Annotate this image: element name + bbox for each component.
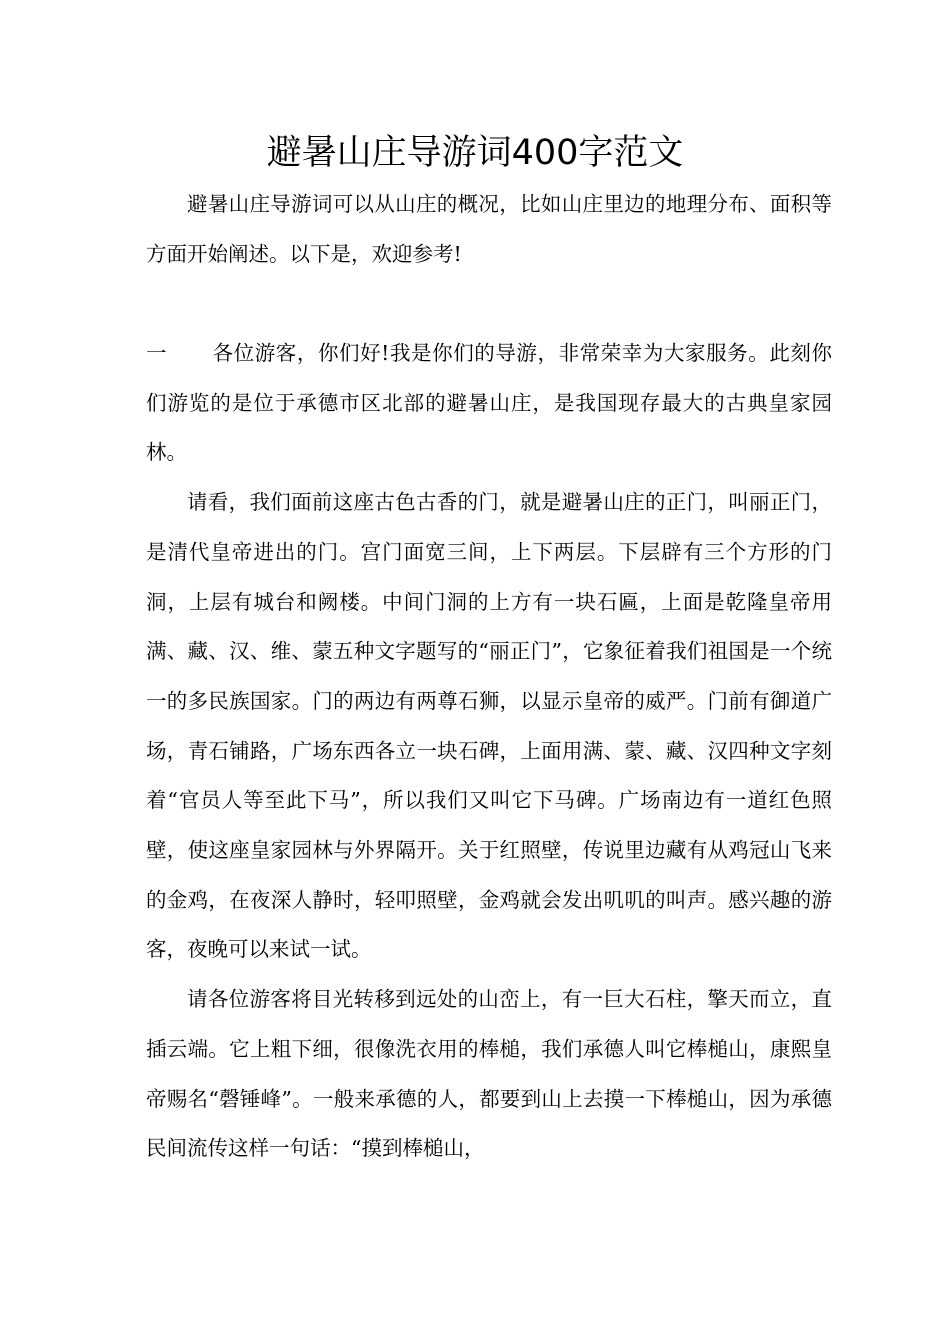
intro-paragraph: 避暑山庄导游词可以从山庄的概况，比如山庄里边的地理分布、面积等方面开始阐述。以下是，欢迎参考! [146, 192, 832, 266]
paragraph-1 [146, 329, 832, 478]
main-body [146, 329, 832, 1174]
section-marker: 一 [146, 341, 167, 365]
paragraph-1-text: 各位游客，你们好!我是你们的导游，非常荣幸为大家服务。此刻你们游览的是位于承德市区北部的避暑山庄，是我国现存最大的古典皇家园林。 [146, 341, 832, 465]
intro-block [146, 180, 832, 279]
paragraph-3: 请各位游客将目光转移到远处的山峦上，有一巨大石柱，擎天而立，直插云端。它上粗下细，很像洗衣用的棒槌，我们承德人叫它棒槌山，康熙皇帝赐名“磬锤峰”。一般来承德的人，都要到山上去摸一下棒槌山，因为承德民间流传这样一句话：“摸到棒槌山， [146, 987, 832, 1161]
paragraph-2: 请看，我们面前这座古色古香的门，就是避暑山庄的正门，叫丽正门，是清代皇帝进出的门。宫门面宽三间，上下两层。下层辟有三个方形的门洞，上层有城台和阙楼。中间门洞的上方有一块石匾，上面是乾隆皇帝用满、藏、汉、维、蒙五种文字题写的“丽正门”，它象征着我们祖国是一个统一的多民族国家。门的两边有两尊石狮，以显示皇帝的威严。门前有御道广场，青石铺路，广场东西各立一块石碑，上面用满、蒙、藏、汉四种文字刻着“官员人等至此下马”，所以我们又叫它下马碑。广场南边有一道红色照壁，使这座皇家园林与外界隔开。关于红照壁，传说里边藏有从鸡冠山飞来的金鸡，在夜深人静时，轻叩照壁，金鸡就会发出叽叽的叫声。感兴趣的游客，夜晚可以来试一试。 [146, 490, 832, 962]
document-title: 避暑山庄导游词400字范文 [266, 133, 684, 173]
